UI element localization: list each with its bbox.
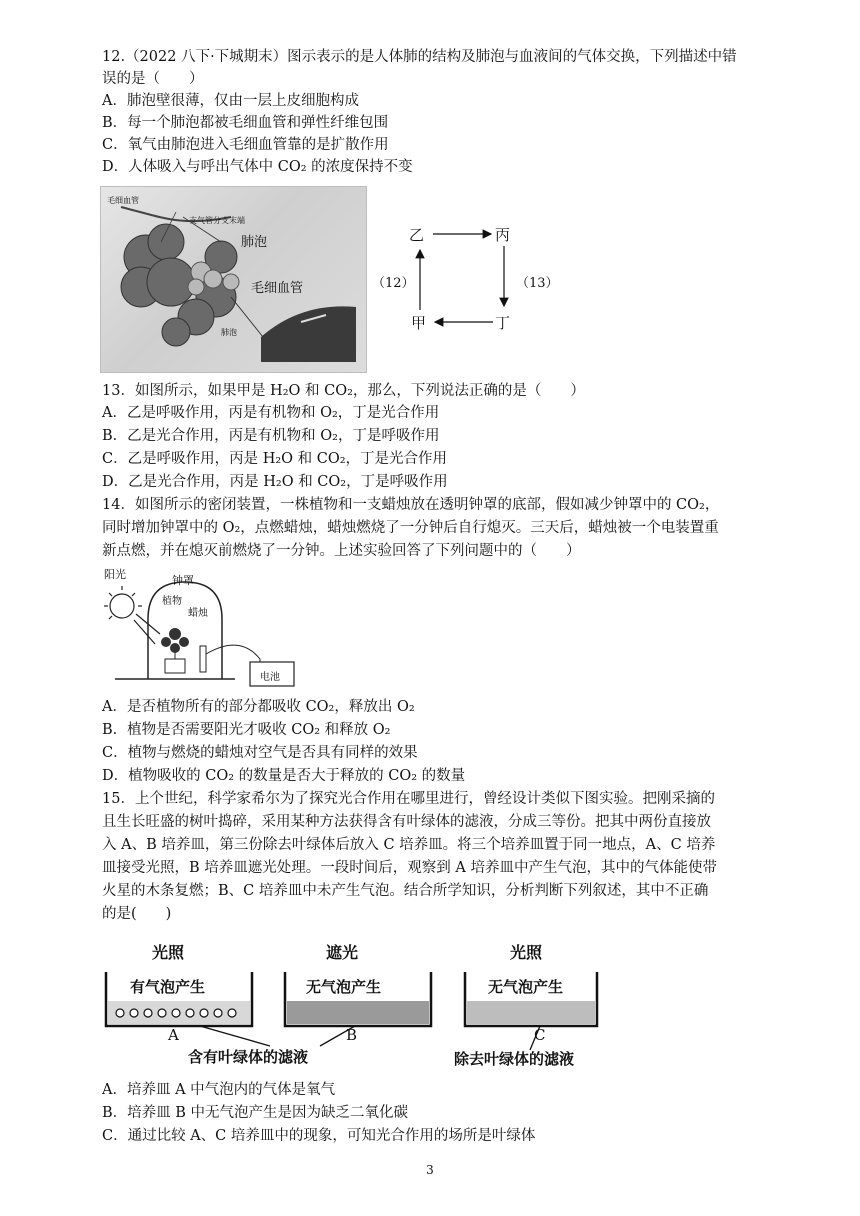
q12-option-b: B．每一个肺泡都被毛细血管和弹性纤维包围 <box>102 115 389 131</box>
dish-a-text: 有气泡产生 <box>130 978 206 996</box>
node-yi: 乙 <box>409 226 425 244</box>
label-alveolus: 肺泡 <box>241 235 268 250</box>
q13-option-a: A．乙是呼吸作用，丙是有机物和 O₂，丁是光合作用 <box>102 405 440 421</box>
q14-stem-line1: 14．如图所示的密闭装置，一株植物和一支蜡烛放在透明钟罩的底部，假如减少钟罩中的 CO₂， <box>102 497 720 513</box>
q15-stem-line1: 15．上个世纪，科学家希尔为了探究光合作用在哪里进行，曾经设计类似下图实验。把刚采摘的 <box>102 791 715 807</box>
lung-alveoli-figure <box>100 186 367 373</box>
figure-number-13: （13） <box>516 276 559 291</box>
q13-option-d: D．乙是光合作用，丙是 H₂O 和 CO₂，丁是呼吸作用 <box>102 474 448 490</box>
label-dark-b: 遮光 <box>326 943 359 962</box>
label-capillary: 毛细血管 <box>251 281 304 296</box>
dish-c-text: 无气泡产生 <box>488 978 564 996</box>
q14-option-d: D．植物吸收的 CO₂ 的数量是否大于释放的 CO₂ 的数量 <box>102 768 466 784</box>
q15-option-b: B．培养皿 B 中无气泡产生是因为缺乏二氧化碳 <box>102 1105 409 1121</box>
q13-option-b: B．乙是光合作用，丙是有机物和 O₂，丁是呼吸作用 <box>102 428 440 444</box>
label-sunlight: 阳光 <box>104 568 126 581</box>
q15-stem-line5: 火星的木条复燃；B、C 培养皿中未产生气泡。结合所学知识，分析判断下列叙述，其中不正确 <box>102 883 709 899</box>
label-plant: 植物 <box>162 596 182 607</box>
q15-stem-line6: 的是( ) <box>102 906 172 922</box>
q14-option-b: B．植物是否需要阳光才吸收 CO₂ 和释放 O₂ <box>102 722 391 738</box>
dish-b-text: 无气泡产生 <box>306 978 382 996</box>
label-bell-jar: 钟罩 <box>172 574 194 587</box>
q12-stem-line2: 误的是（ ） <box>102 71 204 87</box>
q15-stem-line3: 入 A、B 培养皿，第三份除去叶绿体后放入 C 培养皿。将三个培养皿置于同一地点，A、C 培养 <box>102 837 716 853</box>
q12-option-a: A．肺泡壁很薄，仅由一层上皮细胞构成 <box>102 93 359 109</box>
dish-label-b: B <box>346 1026 358 1044</box>
dish-label-c: C <box>534 1026 546 1044</box>
label-bronchiole: 支气管分支末端 <box>189 216 245 225</box>
q13-option-c: C．乙是呼吸作用，丙是 H₂O 和 CO₂，丁是光合作用 <box>102 451 448 467</box>
page-number: 3 <box>426 1163 434 1177</box>
q14-stem-line2: 同时增加钟罩中的 O₂，点燃蜡烛，蜡烛燃烧了一分钟后自行熄灭。三天后，蜡烛被一个电装置重 <box>102 520 719 536</box>
figure-number-12: （12） <box>372 276 415 291</box>
node-bing: 丙 <box>495 226 511 244</box>
q12-option-d: D．人体吸入与呼出气体中 CO₂ 的浓度保持不变 <box>102 159 413 175</box>
label-alveolus-small: 肺泡 <box>221 328 237 337</box>
dish-label-a: A <box>168 1026 179 1044</box>
label-capillary-top: 毛细血管 <box>107 196 139 205</box>
q14-stem-line3: 新点燃，并在熄灭前燃烧了一分钟。上述实验回答了下列问题中的（ ） <box>102 543 581 559</box>
q15-stem-line4: 皿接受光照，B 培养皿遮光处理。一段时间后，观察到 A 培养皿中产生气泡，其中的气体能使带 <box>102 860 717 876</box>
sun-icon <box>104 586 160 644</box>
q12-stem-line1: 12.（2022 八下·下城期末）图示表示的是人体肺的结构及肺泡与血液间的气体交换，下列描述中错 <box>102 49 737 65</box>
label-candle: 蜡烛 <box>188 608 208 619</box>
q15-option-c: C．通过比较 A、C 培养皿中的现象，可知光合作用的场所是叶绿体 <box>102 1128 536 1144</box>
q12-option-c: C．氧气由肺泡进入毛细血管靠的是扩散作用 <box>102 137 389 153</box>
q15-option-a: A．培养皿 A 中气泡内的气体是氧气 <box>102 1082 336 1098</box>
label-battery: 电池 <box>260 672 280 683</box>
bell-jar-figure <box>100 564 300 690</box>
q14-option-c: C．植物与燃烧的蜡烛对空气是否具有同样的效果 <box>102 745 418 761</box>
node-ding: 丁 <box>495 314 511 332</box>
q14-option-a: A．是否植物所有的部分都吸收 CO₂，释放出 O₂ <box>102 699 415 715</box>
q13-stem: 13．如图所示，如果甲是 H₂O 和 CO₂，那么，下列说法正确的是（ ） <box>102 383 585 399</box>
label-light-c: 光照 <box>510 943 543 962</box>
label-without-chloroplast: 除去叶绿体的滤液 <box>454 1050 575 1068</box>
q15-stem-line2: 且生长旺盛的树叶捣碎，采用某种方法获得含有叶绿体的滤液，分成三等份。把其中两份直接放 <box>102 814 711 830</box>
label-light-a: 光照 <box>152 943 185 962</box>
label-with-chloroplast: 含有叶绿体的滤液 <box>188 1048 309 1066</box>
node-jia: 甲 <box>411 314 427 332</box>
petri-dish-figure <box>100 934 620 1074</box>
